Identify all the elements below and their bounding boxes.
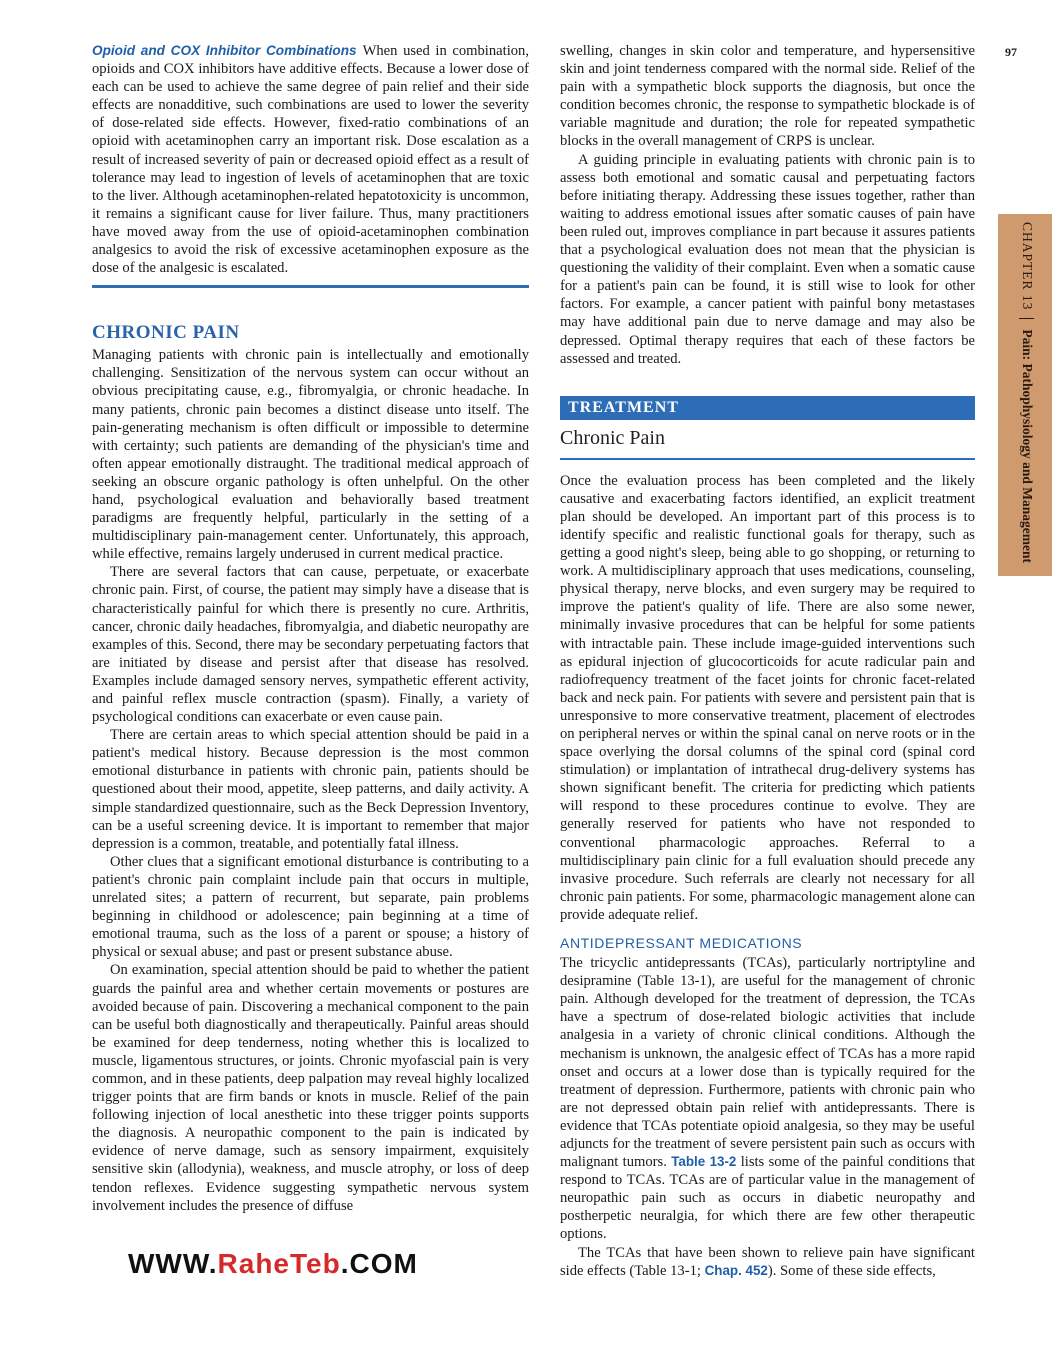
right-column [560, 42, 975, 1280]
text-run: The tricyclic antidepressants (TCAs), particularly nortriptyline and desipramine (Table 13-1), are useful for the management of chronic pain. Although developed for the treatment of depression, the TCAs have a spectrum of dose-related biologic activities that include analgesia in a variety of chronic clinical conditions. Although the mechanism is unknown, the analgesic effect of TCAs has a more rapid onset and occurs at a lower dose than is typically required for the treatment of depression. Furthermore, patients with chronic pain who are not depressed obtain pain relief with antidepressants. There is evidence that TCAs potentiate opioid analgesia, so they may be useful adjuncts for the treatment of severe persistent pain such as occurs with malignant tumors. [560, 955, 975, 1171]
text-run: ). Some of these side effects, [767, 1262, 936, 1279]
paragraph: Other clues that a significant emotional disturbance is contributing to a patient's chronic pain complaint include pain that occurs in multiple, unrelated sites; a pattern of recurrent, but separate, pain problems beginning in childhood or adolescence; pain beginning at a time of emotional trauma, such as the loss of a parent or spouse; a history of physical or sexual abuse; and past or present substance abuse. [92, 853, 529, 961]
subheading-antidepressants: ANTIDEPRESSANT MEDICATIONS [560, 935, 803, 952]
watermark-brand: RaheTeb [217, 1248, 341, 1279]
chapter-tab-label: CHAPTER 13 [1020, 222, 1035, 311]
section-heading-chronic-pain: CHRONIC PAIN [92, 322, 240, 344]
paragraph: A guiding principle in evaluating patients with chronic pain is to assess both emotional and somatic causal and perpetuating factors before initiating therapy. Addressing these issues together, rather than waiting to address emotional issues after somatic causes of pain have been ruled out, improves compliance in part because it assures patients that a psychological evaluation does not mean that the physician is questioning the validity of their complaint. Even when a somatic cause for a patient's pain can be found, it is still wise to look for other factors. For example, a cancer patient with painful bony metastases may have additional pain due to nerve damage and may also be depressed. Optimal therapy requires that each of these factors be assessed and treated. [560, 151, 975, 367]
paragraph: swelling, changes in skin color and temperature, and hypersensitive skin and joint tenderness compared with the normal side. Relief of the pain with a sympathetic block supports the diagnosis, but once the condition becomes chronic, the response to sympathetic blockade is of variable magnitude and duration; the role for repeated sympathetic blocks in the overall management of CRPS is unclear. [560, 43, 975, 150]
info-box-title: Opioid and COX Inhibitor Combinations [92, 43, 357, 58]
watermark-prefix: WWW. [128, 1248, 218, 1279]
paragraph: On examination, special attention should be paid to whether the patient guards the painful area and whether certain movements or postures are avoided because of pain. Discovering a mechanical component to the pain can be useful both diagnostically and therapeutically. Painful areas should be examined for deep tenderness, noting whether this is localized to muscle, ligamentous structures, or joints. Chronic myofascial pain is very common, and in these patients, deep palpation may reveal highly localized trigger points that are firm bands or knots in muscle. Relief of the pain following injection of local anesthetic into these trigger points supports the diagnosis. A neuropathic component to the pain is indicated by evidence of nerve damage, such as sensory impairment, exquisitely sensitive skin (allodynia), weakness, and muscle atrophy, or loss of deep tendon reflexes. Evidence suggesting sympathetic nervous system involvement includes the presence of diffuse [92, 962, 529, 1214]
paragraph: There are several factors that can cause, perpetuate, or exacerbate chronic pain. First, of course, the patient may simply have a disease that is characteristically painful for which there is presently no cure. Arthritis, cancer, chronic daily headaches, fibromyalgia, and diabetic neuropathy are examples of this. Second, there may be secondary perpetuating factors that are initiated by disease and persist after that disease has resolved. Examples include damaged sensory nerves, sympathetic efferent activity, and painful reflex muscle contraction (spasm). Finally, a variety of psychological conditions can exacerbate or even cause pain. [92, 564, 529, 726]
paragraph: Once the evaluation process has been completed and the likely causative and exacerbating factors identified, an explicit treatment plan should be developed. An important part of this process is to identify specific and realistic functional goals for therapy, such as getting a good night's sleep, being able to go shopping, or returning to work. A multidisciplinary approach that uses medications, counseling, physical therapy, nerve blocks, and even surgery may be required to improve the patient's quality of life. There are also some newer, minimally invasive procedures that can be helpful for some patients with intractable pain. These include image-guided interventions such as epidural injection of glucocorticoids for acute radicular pain and radiofrequency treatment of the facet joints for chronic facet-related back and neck pain. For patients with severe and persistent pain that is unresponsive to more conservative treatment, placement of electrodes on peripheral nerves or within the spinal canal on nerve roots or in the space overlying the dorsal columns of the spinal cord (spinal cord stimulation) or implantation of intrathecal drug-delivery systems has shown significant benefit. The criteria for predicting which patients will respond to these procedures continue to evolve. They are generally reserved for patients who have not responded to conventional pharmacologic approaches. Referral to a multidisciplinary pain clinic for a full evaluation should precede any invasive procedure. Such referrals are clearly not necessary for all chronic pain patients. For some, pharmacologic management alone can provide adequate relief. [560, 472, 975, 923]
text-run: lists some of the painful conditions that respond to TCAs. TCAs are of particular value in the management of neuropathic pain such as occurs in diabetic neuropathy and postherpetic neuralgia, for which there are few other therapeutic options. [560, 1154, 975, 1243]
info-box-rule [92, 285, 529, 288]
info-box-text: When used in combination, opioids and COX inhibitors have additive effects. Because a lower dose of each can be used to achieve the same degree of pain relief and their side effects are nonadditive, such combinations are used to lower the severity of dose-related side effects. However, fixed-ratio combinations of an opioid with acetaminophen carry an important risk. Dose escalation as a result of increased severity of pain or decreased opioid effect as a result of tolerance may lead to ingestion of levels of acetaminophen that are toxic to the liver. Although acetaminophen-related hepatotoxicity is uncommon, it remains a significant cause for liver failure. Thus, many practitioners have moved away from the use of opioid-acetaminophen combination analgesics to avoid the risk of excessive acetaminophen exposure as the dose of the analgesic is escalated. [92, 43, 529, 277]
paragraph [560, 954, 975, 1244]
chapter-reference-link[interactable]: Chap. 452 [704, 1262, 768, 1278]
treatment-subtitle: Chronic Pain [560, 420, 975, 460]
info-box [92, 42, 529, 288]
table-reference-link[interactable]: Table 13-2 [671, 1154, 737, 1170]
paragraph: There are certain areas to which special attention should be paid in a patient's medical history. Because depression is the most common emotional disturbance in patients with chronic pain, patients should be questioned about their mood, appetite, sleep patterns, and daily activity. A simple standardized questionnaire, such as the Beck Depression Inventory, can be a useful screening device. It is important to remember that major depression is a common, treatable, and potentially fatal illness. [92, 727, 529, 852]
text-run: The TCAs that have been shown to relieve pain have significant side effects (Table 13-1; [560, 1244, 975, 1279]
chapter-tab-divider [1019, 318, 1034, 319]
chapter-tab [998, 214, 1052, 576]
watermark-suffix: .COM [340, 1248, 418, 1279]
chapter-tab-title: Pain: Pathophysiology and Management [1020, 329, 1035, 564]
chapter-tab-text [1019, 222, 1035, 563]
left-column [92, 42, 529, 1215]
paragraph [560, 1244, 975, 1280]
info-box-paragraph [92, 42, 529, 277]
treatment-body [560, 472, 975, 1280]
page-number: 97 [1005, 45, 1017, 59]
paragraph: Managing patients with chronic pain is intellectually and emotionally challenging. Sensitization of the nervous system can occur without an obvious precipitating cause, e.g., fibromyalgia, or chronic headache. In many patients, chronic pain becomes a distinct disease unto itself. The pain-generating mechanism is often difficult or impossible to determine with certainty; such patients are demanding of the physician's time and often appear emotionally distraught. The traditional medical approach of seeking an obscure organic pathology is often unhelpful. On the other hand, psychological evaluation and behaviorally based treatment paradigms are frequently helpful, particularly in the setting of a multidisciplinary pain-management center. Unfortunately, this approach, while effective, remains largely underused in current medical practice. [92, 347, 529, 563]
watermark [128, 1248, 418, 1280]
treatment-bar: TREATMENT [560, 396, 975, 420]
